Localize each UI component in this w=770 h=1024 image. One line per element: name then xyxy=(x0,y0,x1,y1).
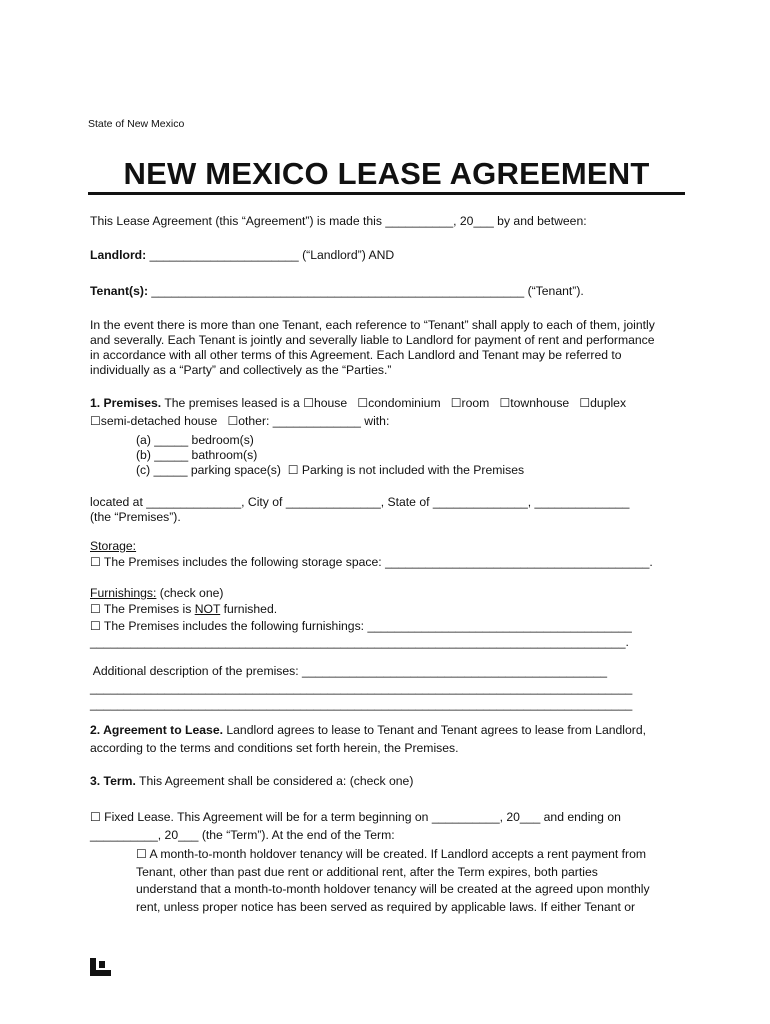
checkbox-furnished[interactable]: ☐ xyxy=(90,619,101,633)
type-duplex: duplex xyxy=(590,396,627,410)
checkbox-storage[interactable]: ☐ xyxy=(90,555,101,569)
not-furnished-tail: furnished. xyxy=(220,602,278,616)
agreement-line-1 xyxy=(90,723,646,738)
month-to-month-line-1 xyxy=(136,847,646,862)
not-furnished-text: The Premises is xyxy=(100,602,195,616)
type-room: room xyxy=(461,396,490,410)
storage-text: The Premises includes the following storage space: _______________________________________. xyxy=(100,555,653,569)
term-text: This Agreement shall be considered a: (check one) xyxy=(135,774,414,788)
bedrooms-line: (a) _____ bedroom(s) xyxy=(136,433,254,447)
title-divider xyxy=(88,192,685,195)
landlord-label: Landlord: xyxy=(90,248,147,262)
fixed-lease-line-2: __________, 20___ (the “Term”). At the end of the Term: xyxy=(90,828,395,842)
term-line xyxy=(90,774,413,789)
intro-paragraph-line: In the event there is more than one Tenant, each reference to “Tenant” shall apply to each of them, jointly xyxy=(90,318,655,332)
storage-line xyxy=(90,555,653,570)
storage-label: Storage: xyxy=(90,539,137,553)
premises-heading: 1. Premises. xyxy=(90,396,162,410)
term-heading: 3. Term. xyxy=(90,774,136,788)
agreement-heading: 2. Agreement to Lease. xyxy=(90,723,223,737)
furnishings-not-line xyxy=(90,602,277,617)
type-condominium: condominium xyxy=(368,396,441,410)
type-townhouse: townhouse xyxy=(510,396,570,410)
checkbox-duplex[interactable]: ☐ xyxy=(579,396,591,410)
month-to-month-line: Tenant, other than past due rent or additional rent, after the Term expires, both parties xyxy=(136,865,598,879)
premises-line-2 xyxy=(90,414,389,429)
legal-templates-logo xyxy=(90,958,111,976)
checkbox-condominium[interactable]: ☐ xyxy=(357,396,369,410)
agreement-line-2: according to the terms and conditions set forth herein, the Premises. xyxy=(90,741,459,755)
located-line: located at ______________, City of ______________, State of ______________, ______________ xyxy=(90,495,630,509)
page-title: NEW MEXICO LEASE AGREEMENT xyxy=(123,156,650,191)
tenant-label: Tenant(s): xyxy=(90,284,148,298)
bathrooms-line: (b) _____ bathroom(s) xyxy=(136,448,258,462)
additional-blank-2: ________________________________________________________________________________ xyxy=(90,697,633,711)
checkbox-month-to-month[interactable]: ☐ xyxy=(136,847,147,861)
checkbox-no-parking[interactable]: ☐ xyxy=(287,463,299,477)
furnishings-label: Furnishings: xyxy=(90,586,157,600)
furnishings-note: (check one) xyxy=(156,586,224,600)
furnishings-includes-line xyxy=(90,619,632,634)
not-word: NOT xyxy=(194,602,221,616)
checkbox-not-furnished[interactable]: ☐ xyxy=(90,602,101,616)
checkbox-fixed-lease[interactable]: ☐ xyxy=(90,810,101,824)
landlord-blank: ______________________ (“Landlord”) AND xyxy=(146,248,395,262)
premises-line-1 xyxy=(90,396,626,411)
parking-spaces-text: (c) _____ parking space(s) xyxy=(136,463,281,477)
month-to-month-text: A month-to-month holdover tenancy will be created. If Landlord accepts a rent payment from xyxy=(146,847,647,861)
fixed-lease-line-1 xyxy=(90,810,621,825)
month-to-month-line: rent, unless proper notice has been served as required by applicable laws. If either Tenant or xyxy=(136,900,636,914)
tenant-blank: _______________________________________________________ (“Tenant”). xyxy=(148,284,584,298)
landlord-line xyxy=(90,248,394,263)
month-to-month-line: understand that a month-to-month holdover tenancy will be created at the agreed upon monthly xyxy=(136,882,650,896)
additional-description-line: Additional description of the premises: _____________________________________________ xyxy=(90,664,608,678)
agreement-text: Landlord agrees to lease to Tenant and Tenant agrees to lease from Landlord, xyxy=(222,723,647,737)
furnishings-includes-text: The Premises includes the following furnishings: _______________________________________ xyxy=(100,619,632,633)
parking-none-text: Parking is not included with the Premises xyxy=(298,463,525,477)
additional-blank-1: ________________________________________________________________________________ xyxy=(90,681,633,695)
fixed-lease-text: Fixed Lease. This Agreement will be for a term beginning on __________, 20___ and ending on xyxy=(100,810,621,824)
intro-paragraph-line: in accordance with all other terms of this Agreement. Each Landlord and Tenant may be referred to xyxy=(90,348,622,362)
type-semi-detached: semi-detached house xyxy=(100,414,218,428)
intro-paragraph-line: and severally. Each Tenant is jointly and severally liable to Landlord for payment of rent and performance xyxy=(90,333,655,347)
type-house: house xyxy=(313,396,348,410)
type-other: other: _____________ with: xyxy=(238,414,390,428)
intro-line: This Lease Agreement (this “Agreement”) is made this __________, 20___ by and between: xyxy=(90,214,587,228)
checkbox-semi-detached[interactable]: ☐ xyxy=(90,414,101,428)
intro-paragraph-line: individually as a “Party” and collectively as the “Parties.” xyxy=(90,363,392,377)
checkbox-townhouse[interactable]: ☐ xyxy=(499,396,511,410)
state-label: State of New Mexico xyxy=(88,118,185,130)
parking-line xyxy=(136,463,524,478)
tenant-line xyxy=(90,284,584,299)
checkbox-other[interactable]: ☐ xyxy=(227,414,239,428)
checkbox-house[interactable]: ☐ xyxy=(303,396,314,410)
premises-definition: (the “Premises”). xyxy=(90,510,181,524)
furnishings-heading xyxy=(90,586,223,601)
premises-intro-text: The premises leased is a xyxy=(161,396,304,410)
checkbox-room[interactable]: ☐ xyxy=(450,396,462,410)
furnishings-blank: _______________________________________________________________________________. xyxy=(90,635,629,649)
